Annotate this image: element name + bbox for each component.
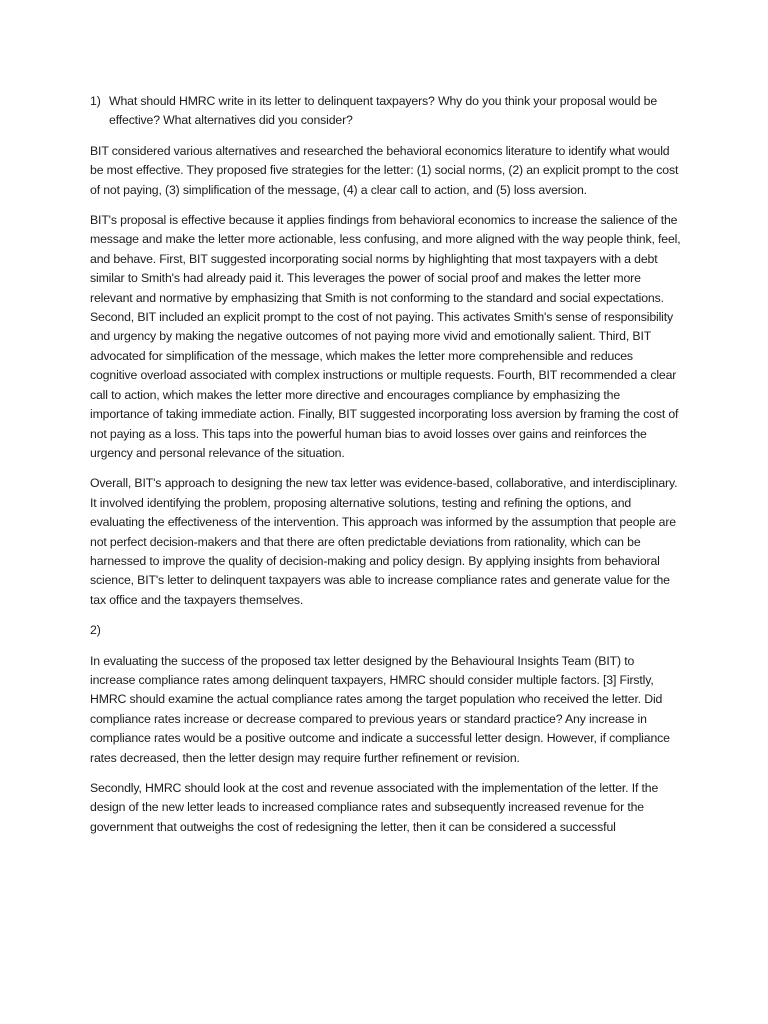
question-1-number: 1) [90, 94, 101, 108]
question-1-text: What should HMRC write in its letter to delinquent taxpayers? Why do you think your proposal would be effective? What alternatives did you consider? [109, 94, 658, 128]
question-2-number: 2) [90, 623, 101, 638]
document-page [90, 92, 682, 848]
paragraph-cost-revenue: Secondly, HMRC should look at the cost and revenue associated with the implementation of the letter. If the design of the new letter leads to increased compliance rates and subsequently increased revenue for the government that outweighs the cost of redesigning the letter, then it can be considered a successful [90, 781, 659, 834]
paragraph-alternatives: BIT considered various alternatives and researched the behavioral economics literature to identify what would be most effective. They proposed five strategies for the letter: (1) social norms, (2) an explicit prompt to the cost of not paying, (3) simplification of the message, (4) a clear call to action, and (5) loss aversion. [90, 143, 679, 197]
question-1 [90, 92, 682, 131]
paragraph-evaluation: In evaluating the success of the proposed tax letter designed by the Behavioural Insights Team (BIT) to increase compliance rates among delinquent taxpayers, HMRC should consider multiple factors. [3] Firstly, HMRC should examine the actual compliance rates among the target population who received the letter. Did compliance rates increase or decrease compared to previous years or standard practice? Any increase in compliance rates would be a positive outcome and indicate a successful letter design. However, if compliance rates decreased, then the letter design may require further refinement or revision. [90, 653, 670, 765]
paragraph-effectiveness: BIT's proposal is effective because it applies findings from behavioral economics to increase the salience of the message and make the letter more actionable, less confusing, and more aligned with the way people think, feel, and behave. First, BIT suggested incorporating social norms by highlighting that most taxpayers with a debt similar to Smith's had already paid it. This leverages the power of social proof and makes the letter more relevant and normative by emphasizing that Smith is not conforming to the standard and social expectations. Second, BIT included an explicit prompt to the cost of not paying. This activates Smith's sense of responsibility and urgency by making the negative outcomes of not paying more vivid and emotionally salient. Third, BIT advocated for simplification of the message, which makes the letter more comprehensible and reduces cognitive overload associated with complex instructions or multiple requests. Fourth, BIT recommended a clear call to action, which makes the letter more directive and encourages compliance by emphasizing the importance of taking immediate action. Finally, BIT suggested incorporating loss aversion by framing the cost of not paying as a loss. This taps into the powerful human bias to avoid losses over gains and reinforces the urgency and personal relevance of the situation. [90, 213, 681, 460]
paragraph-overall: Overall, BIT's approach to designing the new tax letter was evidence-based, collaborative, and interdisciplinary. It involved identifying the problem, proposing alternative solutions, testing and refining the options, and evaluating the effectiveness of the intervention. This approach was informed by the assumption that people are not perfect decision-makers and that there are often predictable deviations from rationality, which can be harnessed to improve the quality of decision-making and policy design. By applying insights from behavioral science, BIT's letter to delinquent taxpayers was able to increase compliance rates and generate value for the tax office and the taxpayers themselves. [90, 476, 678, 607]
